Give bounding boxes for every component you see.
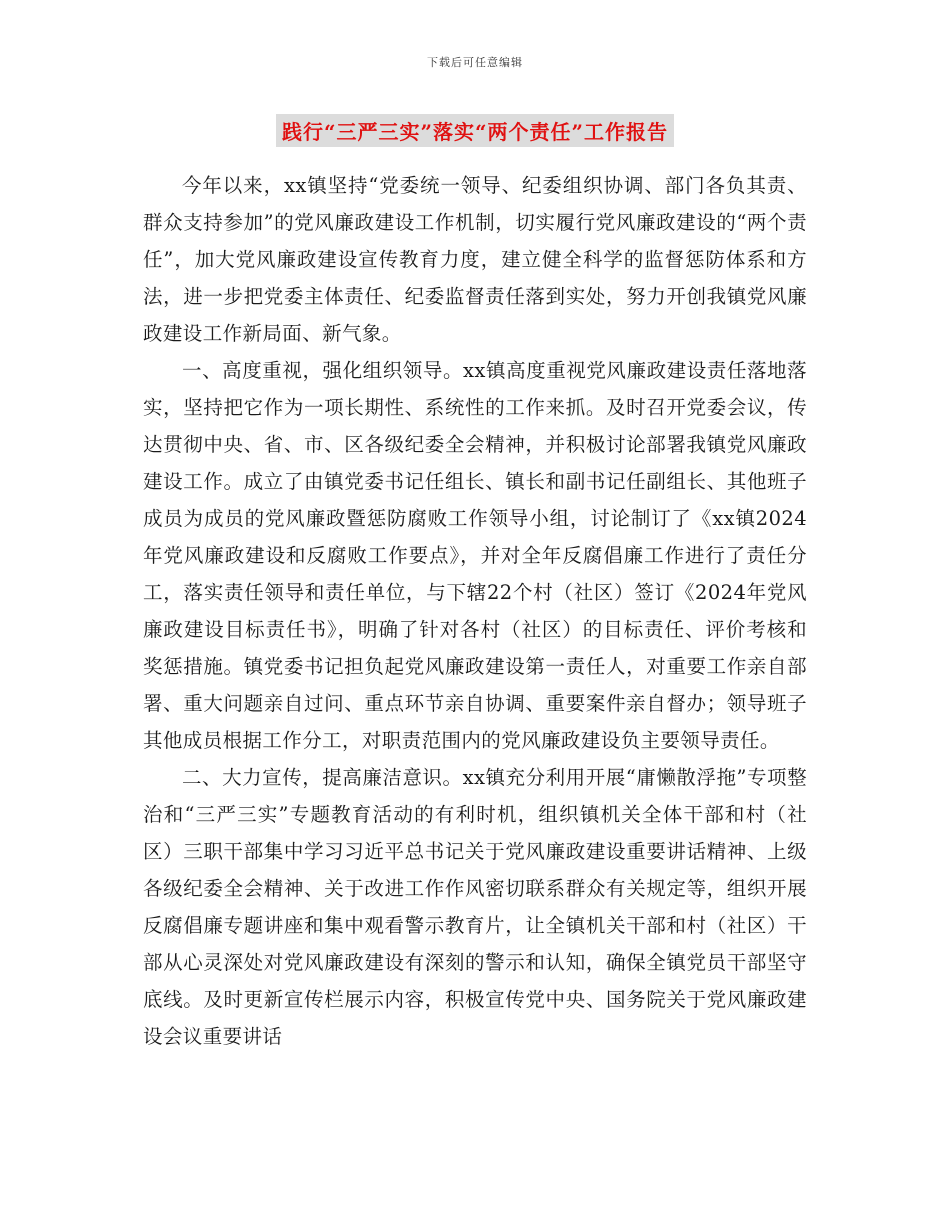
document-title: 践行“三严三实”落实“两个责任”工作报告 (276, 114, 674, 147)
paragraph-section-two: 二、大力宣传，提高廉洁意识。xx镇充分利用开展“庸懒散浮拖”专项整治和“三严三实”专题教育活动的有利时机，组织镇机关全体干部和村（社区）三职干部集中学习习近平总书记关于党风廉政建设重要讲话精神、上级各级纪委全会精神、关于改进工作作风密切联系群众有关规定等，组织开展反腐倡廉专题讲座和集中观看警示教育片，让全镇机关干部和村（社区）干部从心灵深处对党风廉政建设有深刻的警示和认知，确保全镇党员干部坚守底线。及时更新宣传栏展示内容，积极宣传党中央、国务院关于党风廉政建设会议重要讲话 (143, 766, 807, 1048)
paragraph-intro: 今年以来，xx镇坚持“党委统一领导、纪委组织协调、部门各负其责、群众支持参加”的党风廉政建设工作机制，切实履行党风廉政建设的“两个责任”，加大党风廉政建设宣传教育力度，建立健全科学的监督惩防体系和方法，进一步把党委主体责任、纪委监督责任落到实处，努力开创我镇党风廉政建设工作新局面、新气象。 (143, 174, 807, 345)
header-note: 下载后可任意编辑 (427, 56, 523, 69)
paragraph-section-one: 一、高度重视，强化组织领导。xx镇高度重视党风廉政建设责任落地落实，坚持把它作为一项长期性、系统性的工作来抓。及时召开党委会议，传达贯彻中央、省、市、区各级纪委全会精神，并积极讨论部署我镇党风廉政建设工作。成立了由镇党委书记任组长、镇长和副书记任副组长、其他班子成员为成员的党风廉政暨惩防腐败工作领导小组，讨论制订了《xx镇2024年党风廉政建设和反腐败工作要点》，并对全年反腐倡廉工作进行了责任分工，落实责任领导和责任单位，与下辖22个村（社区）签订《2024年党风廉政建设目标责任书》，明确了针对各村（社区）的目标责任、评价考核和奖惩措施。镇党委书记担负起党风廉政建设第一责任人，对重要工作亲自部署、重大问题亲自过问、重点环节亲自协调、重要案件亲自督办；领导班子其他成员根据工作分工，对职责范围内的党风廉政建设负主要领导责任。 (143, 359, 807, 752)
document-body (143, 167, 807, 1055)
title-wrapper (0, 114, 950, 147)
